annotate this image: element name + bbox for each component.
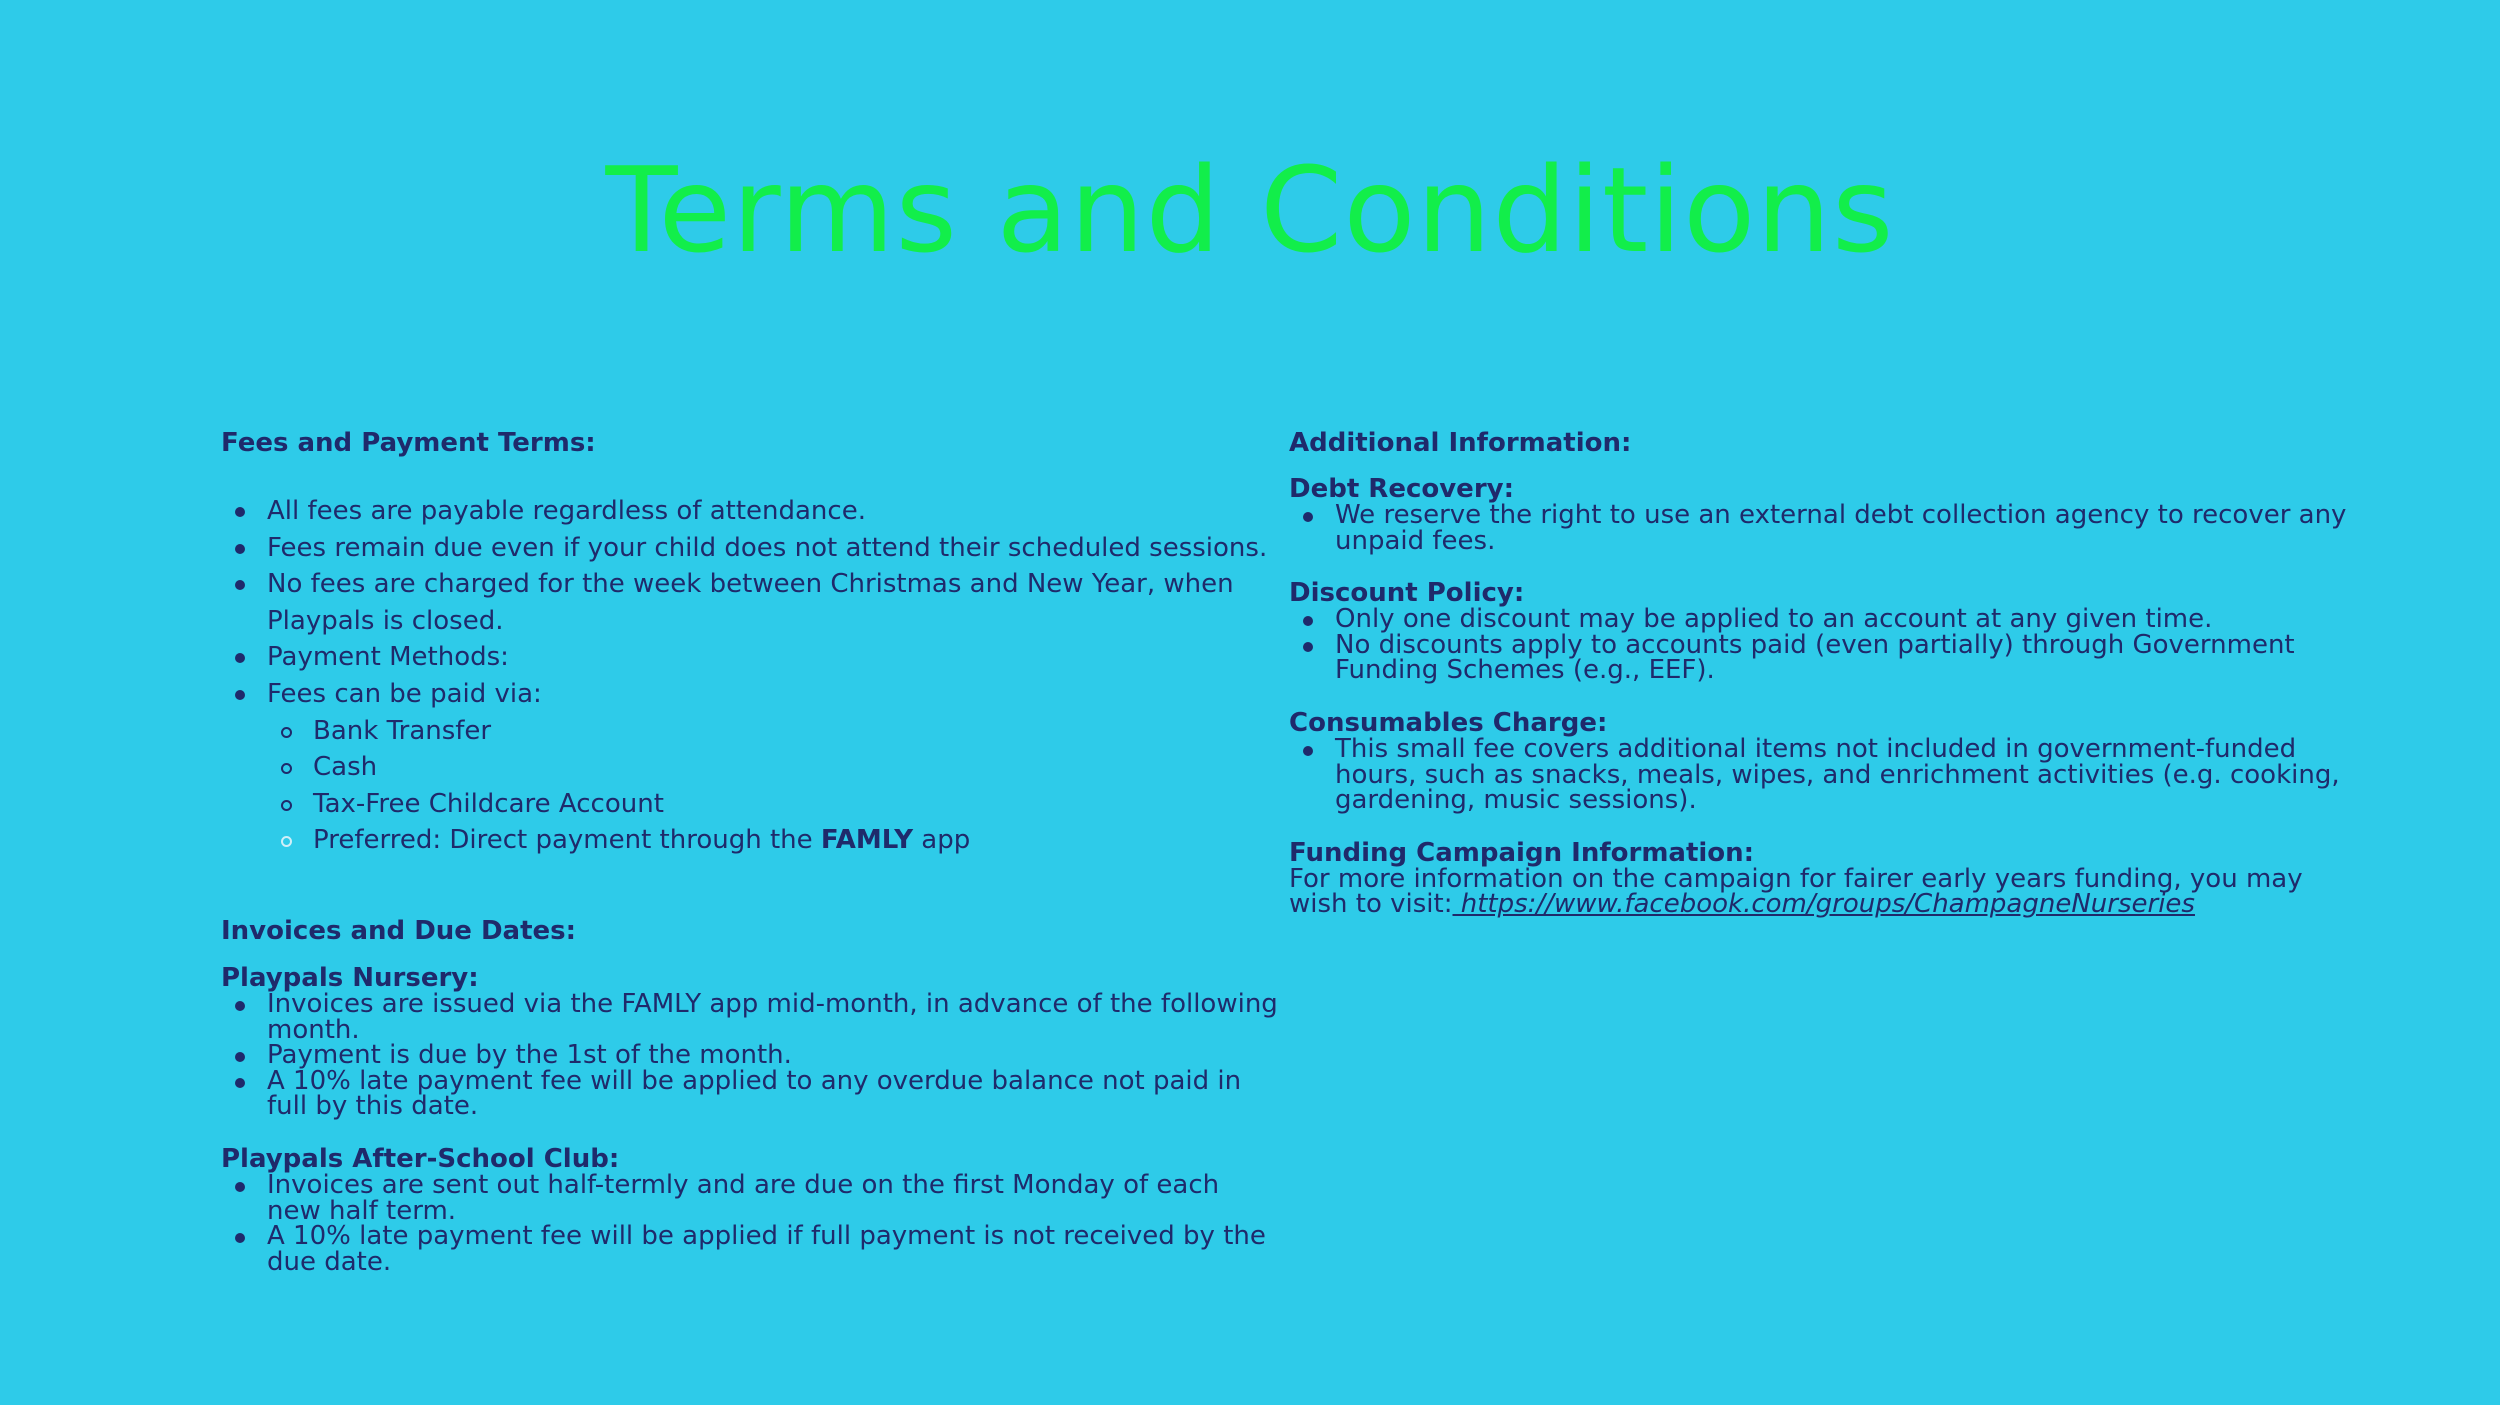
famly-app-name: FAMLY [820, 825, 914, 856]
page-title: Terms and Conditions [605, 141, 1895, 279]
discount-heading: Discount Policy: [1289, 578, 1525, 609]
payment-method-item: Tax-Free Childcare Account [221, 786, 1281, 823]
funding-heading: Funding Campaign Information: [1289, 837, 1755, 868]
fees-list [221, 493, 1281, 859]
club-list [221, 1169, 1281, 1277]
list-item: Payment Methods: [221, 639, 1281, 676]
facebook-group-link[interactable]: https://www.facebook.com/groups/ChampagneNurseries [1452, 889, 2195, 920]
consumables-heading: Consumables Charge: [1289, 707, 1608, 738]
list-item: Invoices are issued via the FAMLY app mid-month, in advance of the following month. [221, 992, 1281, 1043]
right-column [1289, 424, 2349, 918]
invoices-heading: Invoices and Due Dates: [221, 915, 577, 946]
list-item: This small fee covers additional items not included in government-funded hours, such as snacks, meals, wipes, and enrichment activities (e.g. cooking, gardening, music sessions). [1289, 737, 2349, 814]
list-item: Fees can be paid via: [221, 676, 1281, 713]
funding-text [1289, 863, 2349, 920]
list-item: No discounts apply to accounts paid (even partially) through Government Funding Schemes (e.g., EEF). [1289, 633, 2349, 684]
nursery-heading: Playpals Nursery: [221, 962, 479, 993]
preferred-suffix: app [913, 825, 971, 856]
debt-heading: Debt Recovery: [1289, 474, 1514, 504]
list-item: Invoices are sent out half-termly and are due on the first Monday of each new half term. [221, 1173, 1281, 1224]
list-item: Only one discount may be applied to an account at any given time. [1289, 607, 2349, 633]
list-item: A 10% late payment fee will be applied if full payment is not received by the due date. [221, 1224, 1281, 1275]
nursery-list [221, 988, 1281, 1122]
additional-heading: Additional Information: [1289, 428, 1632, 458]
fees-heading: Fees and Payment Terms: [221, 428, 596, 458]
list-item: Payment is due by the 1st of the month. [221, 1043, 1281, 1069]
list-item: All fees are payable regardless of attendance. [221, 493, 1281, 530]
payment-method-item: Cash [221, 749, 1281, 786]
club-heading: Playpals After-School Club: [221, 1143, 620, 1174]
preferred-prefix: Preferred: Direct payment through the [313, 825, 821, 856]
list-item-line: Playpals is closed. [267, 605, 504, 636]
list-item-line: No fees are charged for the week between Christmas and New Year, when [267, 569, 1234, 600]
preferred-payment-item [221, 822, 1281, 859]
list-item [221, 566, 1281, 639]
debt-list [1289, 500, 2349, 556]
left-column [221, 424, 1281, 1275]
list-item: Fees remain due even if your child does not attend their scheduled sessions. [221, 530, 1281, 567]
payment-method-item: Bank Transfer [221, 713, 1281, 750]
list-item: A 10% late payment fee will be applied to any overdue balance not paid in full by this date. [221, 1069, 1281, 1120]
discount-list [1289, 604, 2349, 686]
consumables-list [1289, 733, 2349, 816]
list-item: We reserve the right to use an external debt collection agency to recover any unpaid fees. [1289, 503, 2349, 554]
funding-description: For more information on the campaign for fairer early years funding, you may wish to visit: [1289, 863, 2303, 920]
